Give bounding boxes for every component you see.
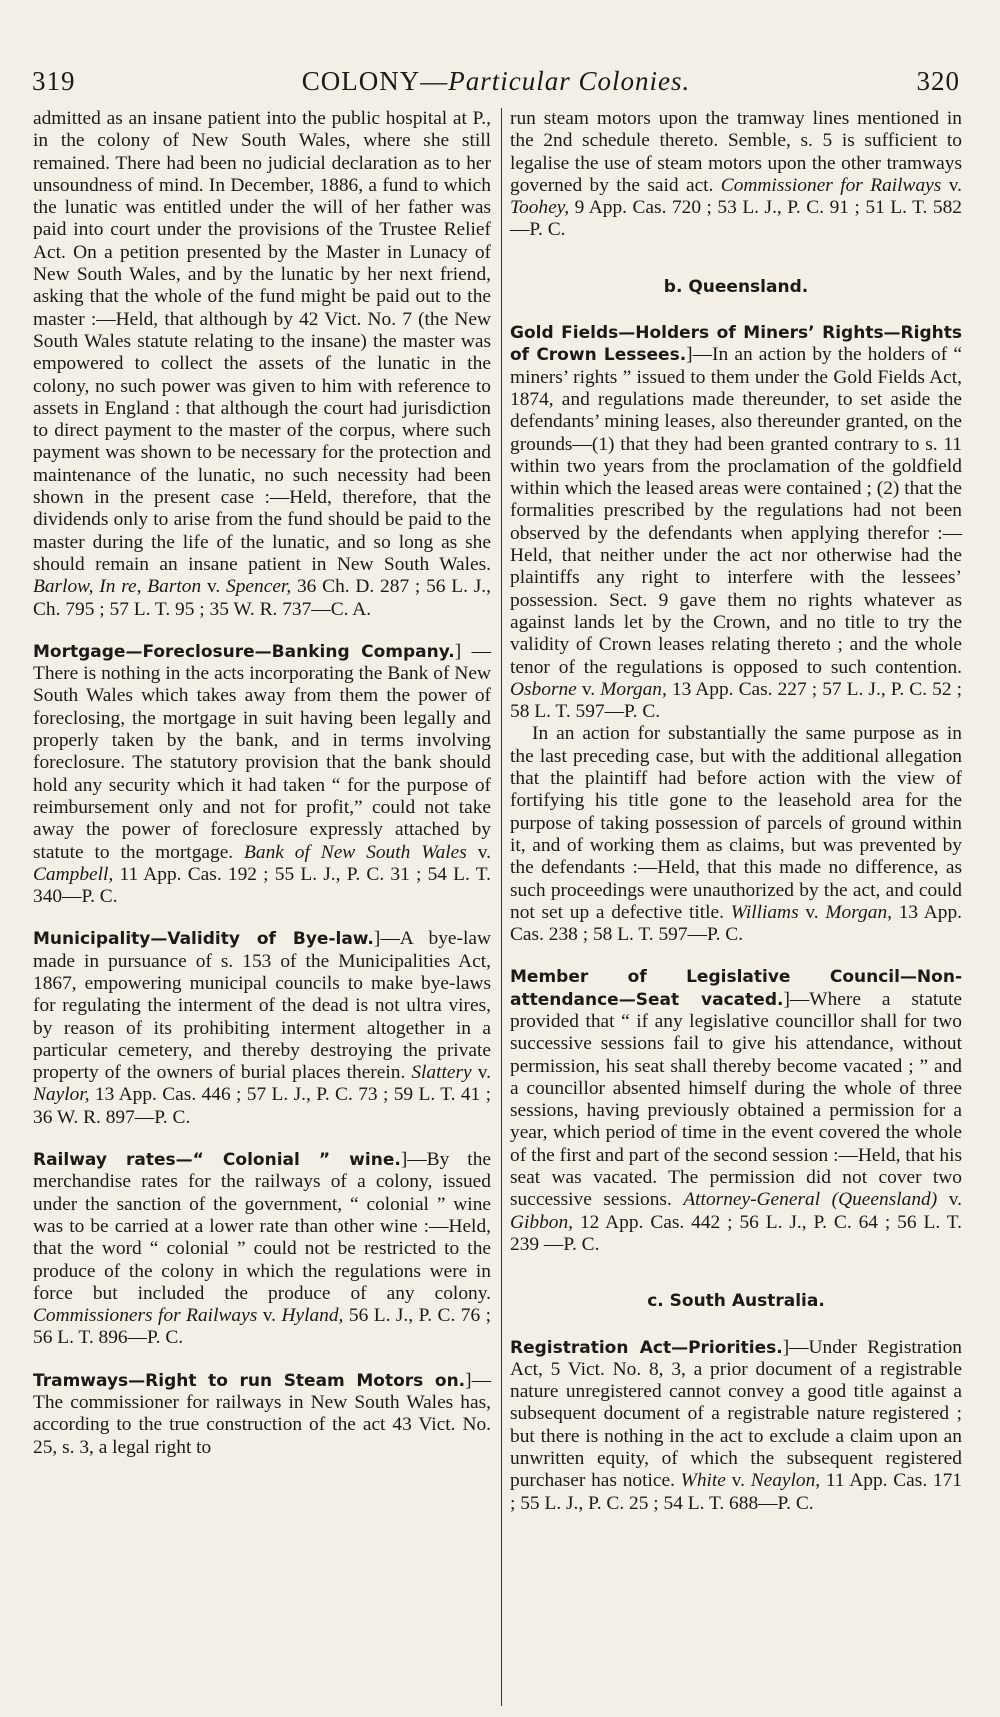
entry-barlow <box>33 108 491 621</box>
entry-text <box>33 108 491 621</box>
entry-body: ]—Where a statute provided that “ if any legislative councillor shall for two successive sessions fail to give his attendance, without permission, his seat shall thereby become vacated ; ” and a councillor absented himself during the whole of three sessions, having previously obtained a permission for a year, which period of time in the event covered the whole of the first and part of the second session :—Held, that his seat was vacated. The permission did not cover two successive sessions. <box>510 988 963 1211</box>
versus: v. <box>576 678 601 700</box>
entry-railway-rates <box>33 1149 491 1350</box>
entry-body: ] —There is nothing in the acts incorporating the Bank of New South Wales which takes away from them the power of foreclosing, the mortgage in suit having been legally and properly taken by the bank, and in terms involving foreclosure. The statutory provision that the bank should hold any security which it had taken “ for the purpose of reimbursement only and not for profit,” could not take away the power of foreclosure expressly attached by statute to the mortgage. <box>33 640 491 863</box>
versus: v. <box>466 841 491 863</box>
case-name: Commissioner for Railways <box>720 174 942 196</box>
entry-text <box>510 966 962 1256</box>
entry-heading: Railway rates—“ Colonial ” wine. <box>33 1150 401 1171</box>
case-name: Barlow, In re, Barton <box>33 576 202 598</box>
entry-body: ]—Under Registration Act, 5 Vict. No. 8, 3, a prior document of a registrable nature unregistered cannot convey a good title against a subsequent document of a registrable nature registered ; but there is nothing in the act to exclude a claim upon an unwritten equity, of which the subsequent registered purchaser has notice. <box>510 1336 962 1492</box>
case-name: Morgan, <box>600 678 667 700</box>
entry-municipality-bye-law <box>33 928 491 1129</box>
entry-body: ]—By the merchandise rates for the railways of a colony, issued under the sanction of the government, “ colonial ” wine was to be carried at a lower rate than other wine :—Held, that the word “ colonial ” could not be restricted to the produce of the colony in which the regulations were in force but included the produce of any colony. <box>33 1149 491 1304</box>
section-heading-south-australia: c. South Australia. <box>647 1291 825 1312</box>
citation: 11 App. Cas. 171 ; 55 L. J., P. C. 25 ; 54 L. T. 688—P. C. <box>510 1470 962 1514</box>
running-title <box>32 66 960 97</box>
page-number-right: 320 <box>916 66 960 96</box>
entry-body: ]—A bye-law made in pursuance of s. 153 of the Municipalities Act, 1867, empowering municipal councils to make bye-laws for regulating the interment of the dead is not ultra vires, by reason of its prohibiting interment altogether in a particular cemetery, and thereby destroying the private property of the owners of burial places therein. <box>33 928 491 1084</box>
case-name: Neaylon, <box>750 1470 821 1492</box>
citation: 56 L. J., P. C. 76 ; 56 L. T. 896—P. C. <box>33 1305 492 1349</box>
case-name: Hyland, <box>281 1305 344 1327</box>
entry-text <box>510 108 962 242</box>
case-name: Campbell, <box>33 863 114 885</box>
citation: 36 Ch. D. 287 ; 56 L. J., Ch. 795 ; 57 L. T. 95 ; 35 W. R. 737—C. A. <box>33 576 491 620</box>
entry-text <box>33 1149 491 1350</box>
versus: v. <box>471 1062 491 1084</box>
section-heading-queensland: b. Queensland. <box>663 276 809 297</box>
entry-text-continued <box>510 723 962 946</box>
versus: v. <box>941 174 962 196</box>
entry-text <box>510 1337 962 1515</box>
entry-heading: Municipality—Validity of Bye-law. <box>33 929 374 950</box>
entry-body: run steam motors upon the tramway lines mentioned in the 2nd schedule thereto. Semble, s. 5 is sufficient to legalise the use of steam motors upon the other tramways governed by the said act. <box>510 108 962 196</box>
entry-text <box>33 928 491 1129</box>
column-divider <box>501 108 502 1706</box>
right-column <box>510 108 962 1535</box>
entry-tramways-continued <box>510 108 962 242</box>
entry-heading: Registration Act—Priorities. <box>510 1337 783 1358</box>
case-name: Morgan, <box>825 901 892 923</box>
case-name: Naylor, <box>33 1084 90 1106</box>
case-name: Bank of New South Wales <box>244 841 467 863</box>
entry-text <box>33 641 491 909</box>
running-title-sub: Particular Colonies. <box>448 66 691 96</box>
page-header <box>32 66 960 106</box>
case-name: Attorney-General (Queensland) <box>683 1189 938 1211</box>
versus: v. <box>201 576 227 598</box>
case-name: White <box>680 1470 726 1492</box>
entry-gold-fields <box>510 322 962 946</box>
case-name: Osborne <box>510 678 577 700</box>
entry-heading: Tramways—Right to run Steam Motors on. <box>33 1370 466 1391</box>
entry-body: admitted as an insane patient into the public hospital at P., in the colony of New South Wales, where she still remained. There had been no judicial declaration as to her unsoundness of mind. In December, 1886, a fund to which the lunatic was entitled under the will of her father was paid into court under the provisions of the Trustee Relief Act. On a petition presented by the Master in Lunacy of New South Wales, and by the lunatic by her next friend, asking that the whole of the fund might be paid out to the master :—Held, that although by 42 Vict. No. 7 (the New South Wales statute relating to the insane) the master was empowered to collect the assets of the lunatic in the colony, no such power was given to him with reference to assets in England : that although the court had jurisdiction to direct payment to the master of the corpus, where such payment was shown to be necessary for the protection and maintenance of the lunatic, no such necessity had been shown in the present case :—Held, therefore, that the dividends only to arise from the fund should be paid to the master during the life of the lunatic, and so long as she should remain an insane patient in New South Wales. <box>33 108 491 575</box>
entry-text <box>510 322 962 723</box>
citation: 13 App. Cas. 238 ; 58 L. T. 597—P. C. <box>510 901 963 946</box>
entry-text <box>33 1370 491 1459</box>
entry-heading: Mortgage—Foreclosure—Banking Company. <box>33 641 455 662</box>
entry-body: ]—In an action by the holders of “ miners’ rights ” issued to them under the Gold Fields Act, 1874, and regulations made thereunder, to set aside the defendants’ mining leases, also thereunder granted, on the grounds—(1) that they had been granted contrary to s. 11 within two years from the proclamation of the goldfield within which the leased areas were contained ; (2) that the formalities prescribed by the regulations had not been observed by the defendants when applying therefor :—Held, that neither under the act nor otherwise had the plaintiffs any right to interfere with the lessees’ possession. Sect. 9 gave them no rights whatever as against lands let by the Crown, and no title to try the validity of Crown leases relating thereto ; and the whole tenor of the regulations is opposed to such contention. <box>510 344 962 678</box>
case-name: Slattery <box>411 1062 472 1084</box>
case-name: Spencer, <box>226 576 292 598</box>
case-name: Williams <box>730 901 799 923</box>
versus: v. <box>798 901 826 923</box>
running-title-main: COLONY— <box>301 66 449 96</box>
entry-body: ]— The commissioner for railways in New South Wales has, according to the true construction of the act 43 Vict. No. 25, s. 3, a legal right to <box>33 1369 491 1458</box>
versus: v. <box>937 1189 962 1211</box>
entry-mortgage-foreclosure <box>33 641 491 909</box>
case-name: Toohey, <box>510 197 570 219</box>
case-name: Commissioners for Railways <box>33 1305 258 1327</box>
entry-tramways <box>33 1370 491 1459</box>
page-number-left: 319 <box>32 66 76 96</box>
versus: v. <box>725 1470 751 1492</box>
citation: 9 App. Cas. 720 ; 53 L. J., P. C. 91 ; 51 L. T. 582—P. C. <box>510 197 962 241</box>
citation: 12 App. Cas. 442 ; 56 L. J., P. C. 64 ; 56 L. T. 239 —P. C. <box>510 1211 962 1255</box>
citation: 13 App. Cas. 227 ; 57 L. J., P. C. 52 ; 58 L. T. 597—P. C. <box>510 678 962 723</box>
entry-registration-act <box>510 1337 962 1515</box>
citation: 13 App. Cas. 446 ; 57 L. J., P. C. 73 ; 59 L. T. 41 ; 36 W. R. 897—P. C. <box>33 1084 491 1128</box>
citation: 11 App. Cas. 192 ; 55 L. J., P. C. 31 ; 54 L. T. 340—P. C. <box>33 863 491 908</box>
entry-heading: Member of Legislative Council—Non-attendance—Seat vacated. <box>510 967 962 1010</box>
entry-legislative-council <box>510 966 962 1256</box>
left-column <box>33 108 491 1479</box>
case-name: Gibbon, <box>510 1211 574 1233</box>
versus: v. <box>257 1305 282 1327</box>
entry-body: In an action for substantially the same purpose as in the last preceding case, but with the additional allegation that the plaintiff had before action with the view of fortifying his title gone to the leasehold area for the purpose of taking possession of parcels of ground within it, and of working them as claims, but was prevented by the defendants :—Held, that this made no difference, as such proceedings were unauthorized by the act, and could not set up a defective title. <box>510 723 962 923</box>
entry-heading: Gold Fields—Holders of Miners’ Rights—Rights of Crown Lessees. <box>510 323 962 366</box>
